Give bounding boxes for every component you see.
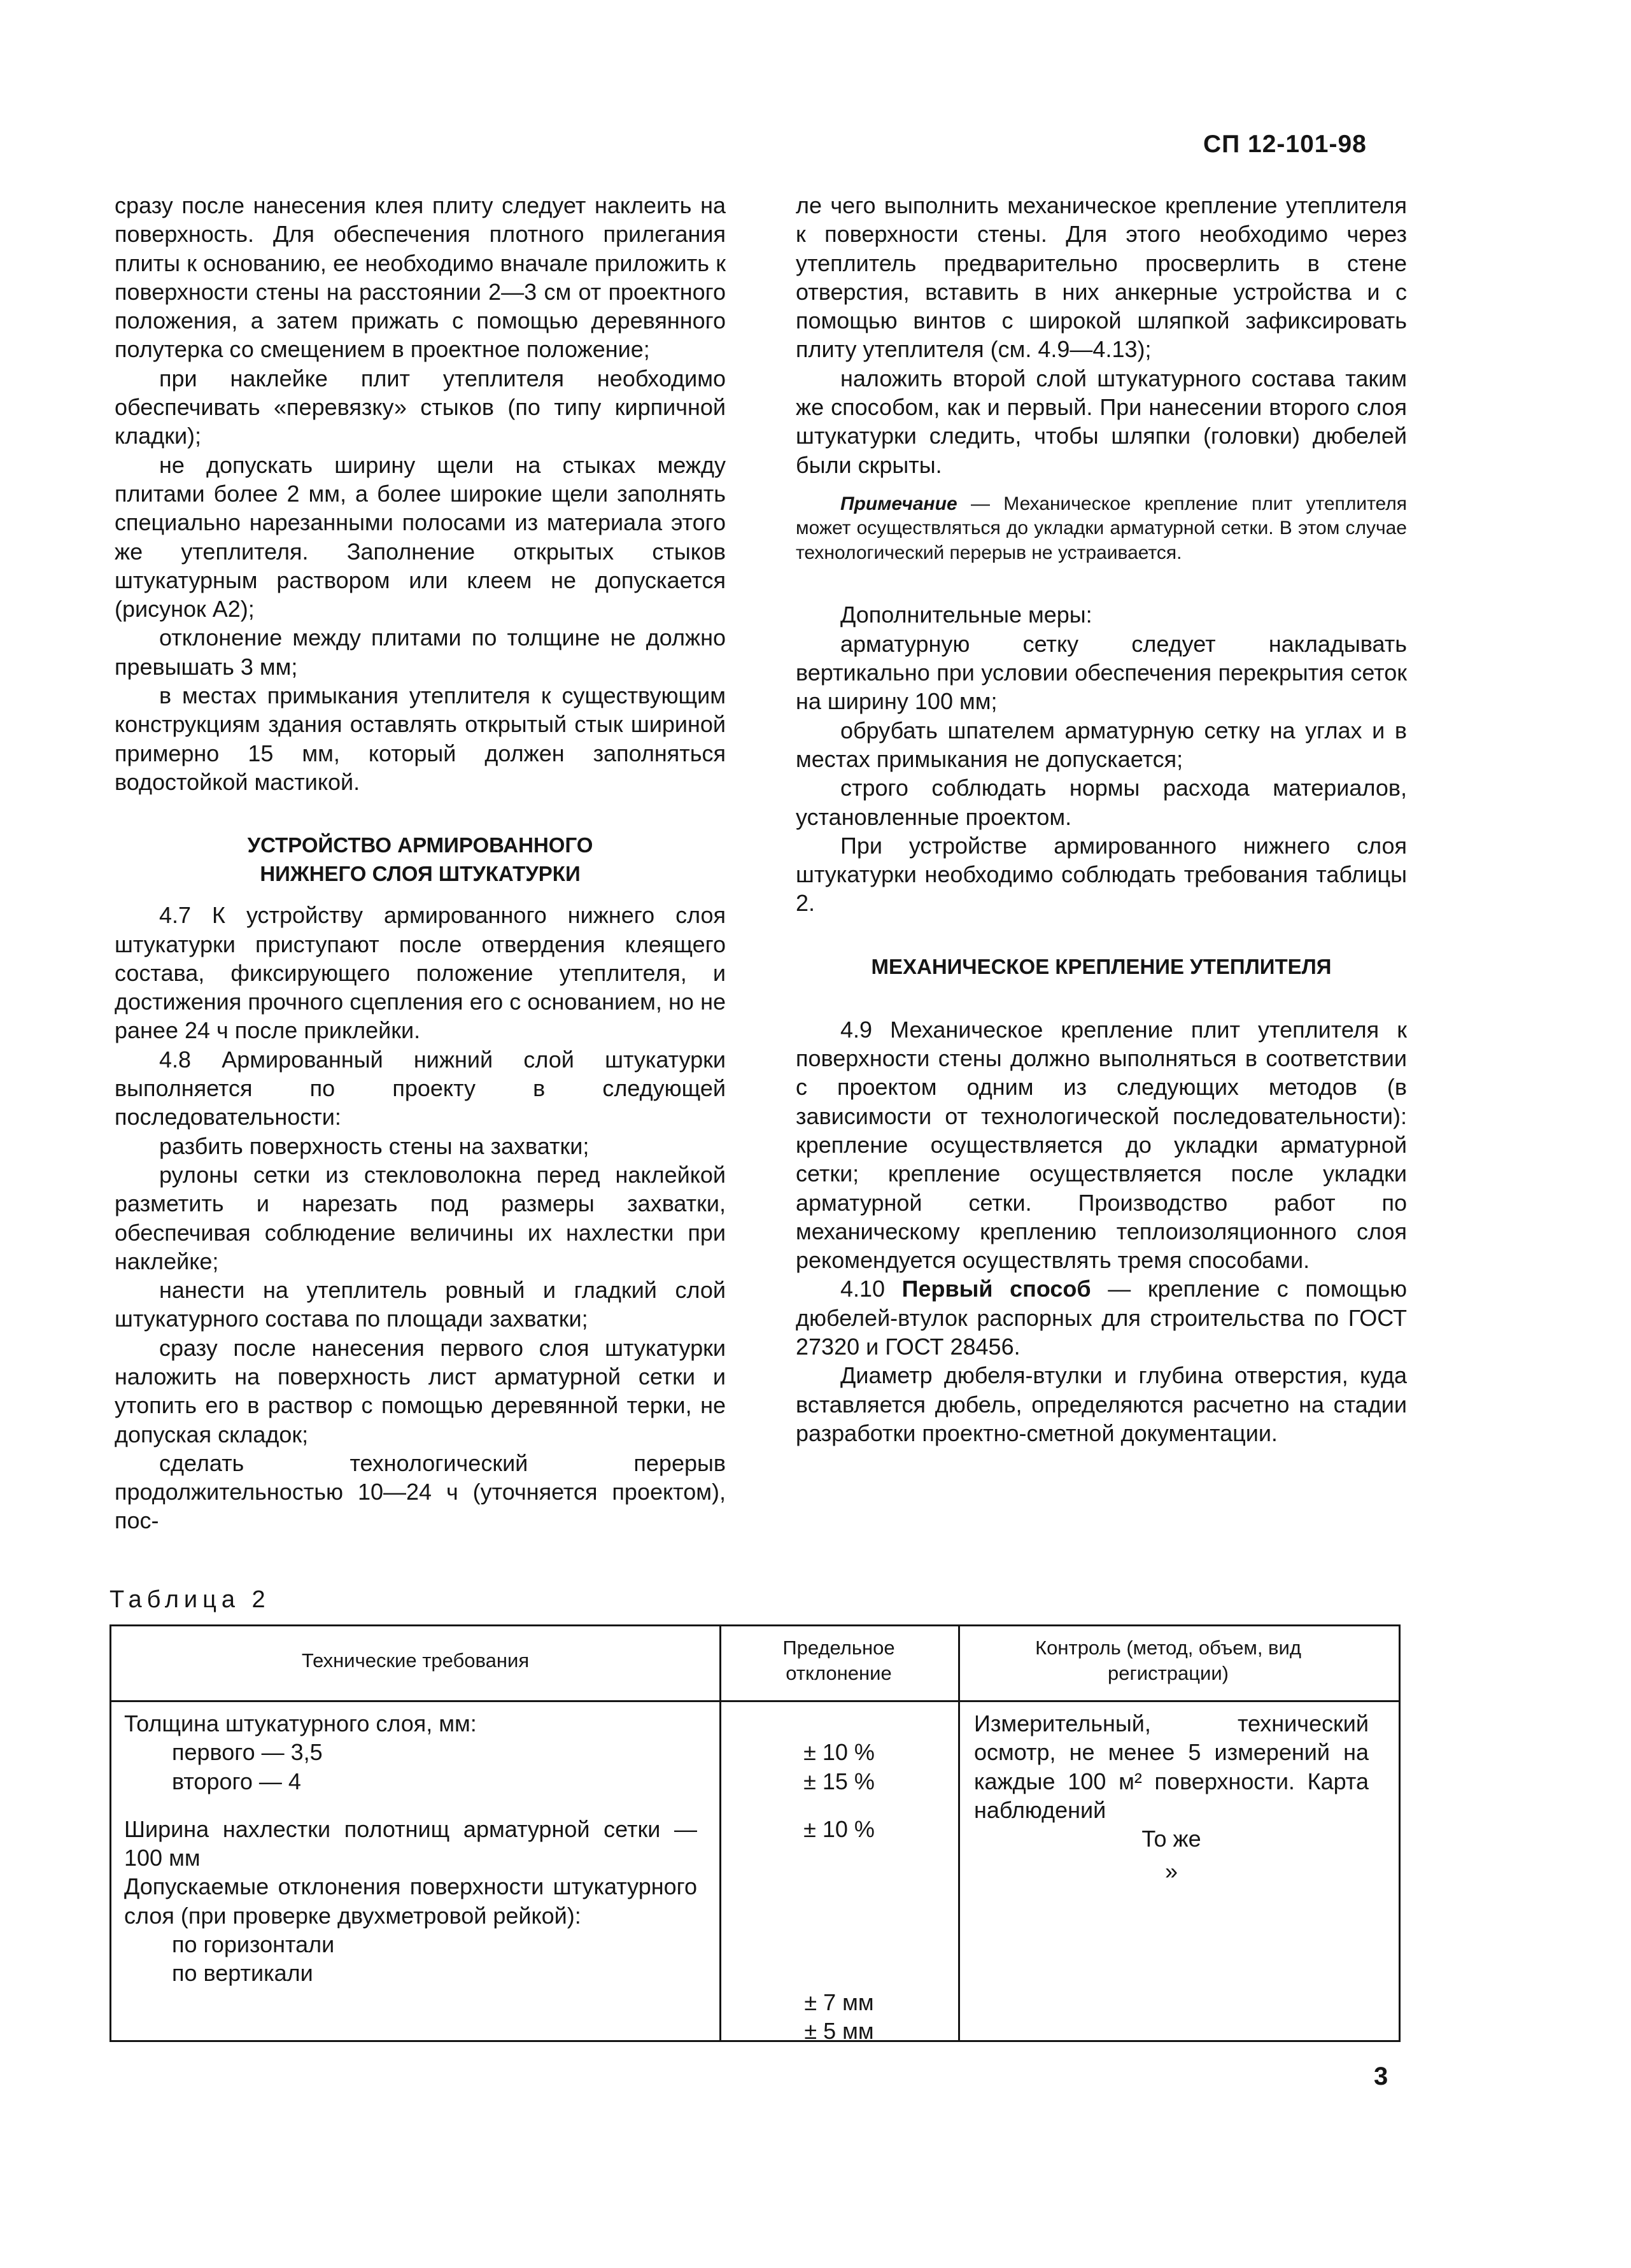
list-item: сразу после нанесения первого слоя штукатурки наложить на поверхность лист арматурной сетки и утопить его в раствор с помощью деревянной терки, не допуская складок;: [115, 1334, 726, 1447]
paragraph: Дополнительные меры:: [840, 602, 1092, 628]
paragraph-4-7: 4.7 К устройству армированного нижнего слоя штукатурки приступают после отвердения клеящего состава, фиксирующего положение утеплителя, и достижения прочного сцепления его с основанием, но не ранее 24 ч после приклейки.: [115, 902, 726, 1044]
paragraph: ле чего выполнить механическое крепление утеплителя к поверхности стены. Для этого необходимо через утеплитель предварительно просверлить в стене отверстия, вставить в них анкерные устройства и с помощью винтов с широкой шляпкой зафиксировать плиту утеплителя (см. 4.9—4.13);: [796, 192, 1407, 363]
note: [796, 492, 1407, 566]
table-header-cell: Контроль (метод, объем, вид регистрации): [1035, 1637, 1301, 1684]
paragraph: При устройстве армированного нижнего слоя штукатурки необходимо соблюдать требования таблицы 2.: [796, 832, 1407, 917]
paragraph: отклонение между плитами по толщине не должно превышать 3 мм;: [115, 624, 726, 680]
left-column: [115, 191, 726, 1535]
right-column: [796, 191, 1407, 1447]
table-cell: первого — 3,5: [172, 1739, 323, 1766]
paragraph-4-9: 4.9 Механическое крепление плит утеплителя к поверхности стены должно выполняться в соответствии с проектом одним из следующих методов (в зависимости от технологической последовательности): крепление осуществляется до укладки арматурной сетки; крепление осуществляется после укладки арматурной сетки. Производство работ по механическому креплению теплоизоляционного слоя рекомендуется осуществлять тремя способами.: [796, 1016, 1407, 1274]
section-heading-line: УСТРОЙСТВО АРМИРОВАННОГО: [247, 833, 593, 857]
table-cell: ± 15 %: [803, 1768, 875, 1794]
table-cell: ± 10 %: [803, 1815, 875, 1842]
note-label: Примечание: [840, 493, 957, 514]
table-caption: Таблица 2: [109, 1586, 271, 1613]
list-item: арматурную сетку следует накладывать вертикально при условии обеспечения перекрытия сеток на ширину 100 мм;: [796, 630, 1407, 715]
note-text: — Механическое крепление плит утеплителя может осуществляться до укладки арматурной сетки. В этом случае технологический перерыв не устраивается.: [796, 493, 1407, 563]
table-header-divider: [111, 1700, 1399, 1702]
list-item: обрубать шпателем арматурную сетку на углах и в местах примыкания не допускается;: [796, 717, 1407, 772]
list-item: рулоны сетки из стекловолокна перед наклейкой разметить и нарезать под размеры захватки, обеспечивая соблюдение величины их нахлестки при наклейке;: [115, 1161, 726, 1274]
paragraph-4-10: [796, 1274, 1407, 1361]
table-header-cell: Технические требования: [301, 1649, 530, 1672]
table-column-control: [974, 1709, 1369, 1886]
paragraph: не допускать ширину щели на стыках между плитами более 2 мм, а более широкие щели заполнять специально нарезанными полосами из материала этого же утеплителя. Заполнение открытых стыков штукатурным раствором или клеем не допускается (рисунок А2);: [115, 451, 726, 623]
clause-title: Первый способ: [901, 1276, 1091, 1302]
section-heading: [115, 831, 726, 888]
table-cell: по горизонтали: [172, 1931, 335, 1958]
requirements-table: [109, 1624, 1401, 2042]
section-heading-line: НИЖНЕГО СЛОЯ ШТУКАТУРКИ: [260, 862, 581, 886]
paragraph: Диаметр дюбеля-втулки и глубина отверстия, куда вставляется дюбель, определяются расчетно на стадии разработки проектно-сметной документации.: [796, 1362, 1407, 1446]
list-item: сделать технологический перерыв продолжительностью 10—24 ч (уточняется проектом), пос-: [115, 1449, 726, 1534]
clause-number: 4.10: [840, 1276, 902, 1302]
clause-text: — крепление с помощью дюбелей-втулок распорных для строительства по ГОСТ 27320 и ГОСТ 28456.: [796, 1276, 1407, 1360]
table-cell: второго — 4: [172, 1768, 301, 1794]
document-code: СП 12-101-98: [1203, 130, 1367, 158]
table-cell: То же: [1141, 1826, 1201, 1852]
table-cell: по вертикали: [172, 1960, 313, 1987]
paragraph-4-8: 4.8 Армированный нижний слой штукатурки выполняется по проекту в следующей последовательности:: [115, 1046, 726, 1130]
page-number: 3: [1374, 2062, 1388, 2090]
table-cell: ± 5 мм: [804, 2017, 874, 2044]
list-item: нанести на утеплитель ровный и гладкий слой штукатурного состава по площади захватки;: [115, 1277, 726, 1332]
table-header-cell: Предельное отклонение: [782, 1637, 895, 1684]
table-column-deviation: [721, 1709, 957, 2045]
table-cell: ± 7 мм: [804, 1989, 874, 2015]
paragraph: при наклейке плит утеплителя необходимо обеспечивать «перевязку» стыков (по типу кирпичной кладки);: [115, 365, 726, 449]
list-item: строго соблюдать нормы расхода материалов, установленные проектом.: [796, 775, 1407, 830]
table-cell: Ширина нахлестки полотнищ арматурной сетки — 100 мм: [124, 1815, 697, 1871]
paragraph: в местах примыкания утеплителя к существующим конструкциям здания оставлять открытый стык шириной примерно 15 мм, который должен заполняться водостойкой мастикой.: [115, 682, 726, 795]
table-cell: Допускаемые отклонения поверхности штукатурного слоя (при проверке двухметровой рейкой):: [124, 1873, 697, 1929]
table-divider: [958, 1626, 960, 2040]
paragraph: сразу после нанесения клея плиту следует наклеить на поверхность. Для обеспечения плотного прилегания плиты к основанию, ее необходимо вначале приложить к поверхности стены на расстоянии 2—3 см от проектного положения, а затем прижать с помощью деревянного полутерка со смещением в проектное положение;: [115, 192, 726, 363]
section-heading: МЕХАНИЧЕСКОЕ КРЕПЛЕНИЕ УТЕПЛИТЕЛЯ: [871, 954, 1332, 978]
table-cell: »: [1164, 1858, 1178, 1885]
paragraph: наложить второй слой штукатурного состава таким же способом, как и первый. При нанесении второго слоя штукатурки следить, чтобы шляпки (головки) дюбелей были скрыты.: [796, 365, 1407, 478]
table-cell: Измерительный, технический осмотр, не менее 5 измерений на каждые 100 м² поверхности. Карта наблюдений: [974, 1710, 1369, 1823]
table-cell: ± 10 %: [803, 1739, 875, 1766]
table-cell: Толщина штукатурного слоя, мм:: [124, 1710, 477, 1736]
table-column-requirements: [124, 1709, 697, 1988]
list-item: разбить поверхность стены на захватки;: [159, 1132, 590, 1159]
